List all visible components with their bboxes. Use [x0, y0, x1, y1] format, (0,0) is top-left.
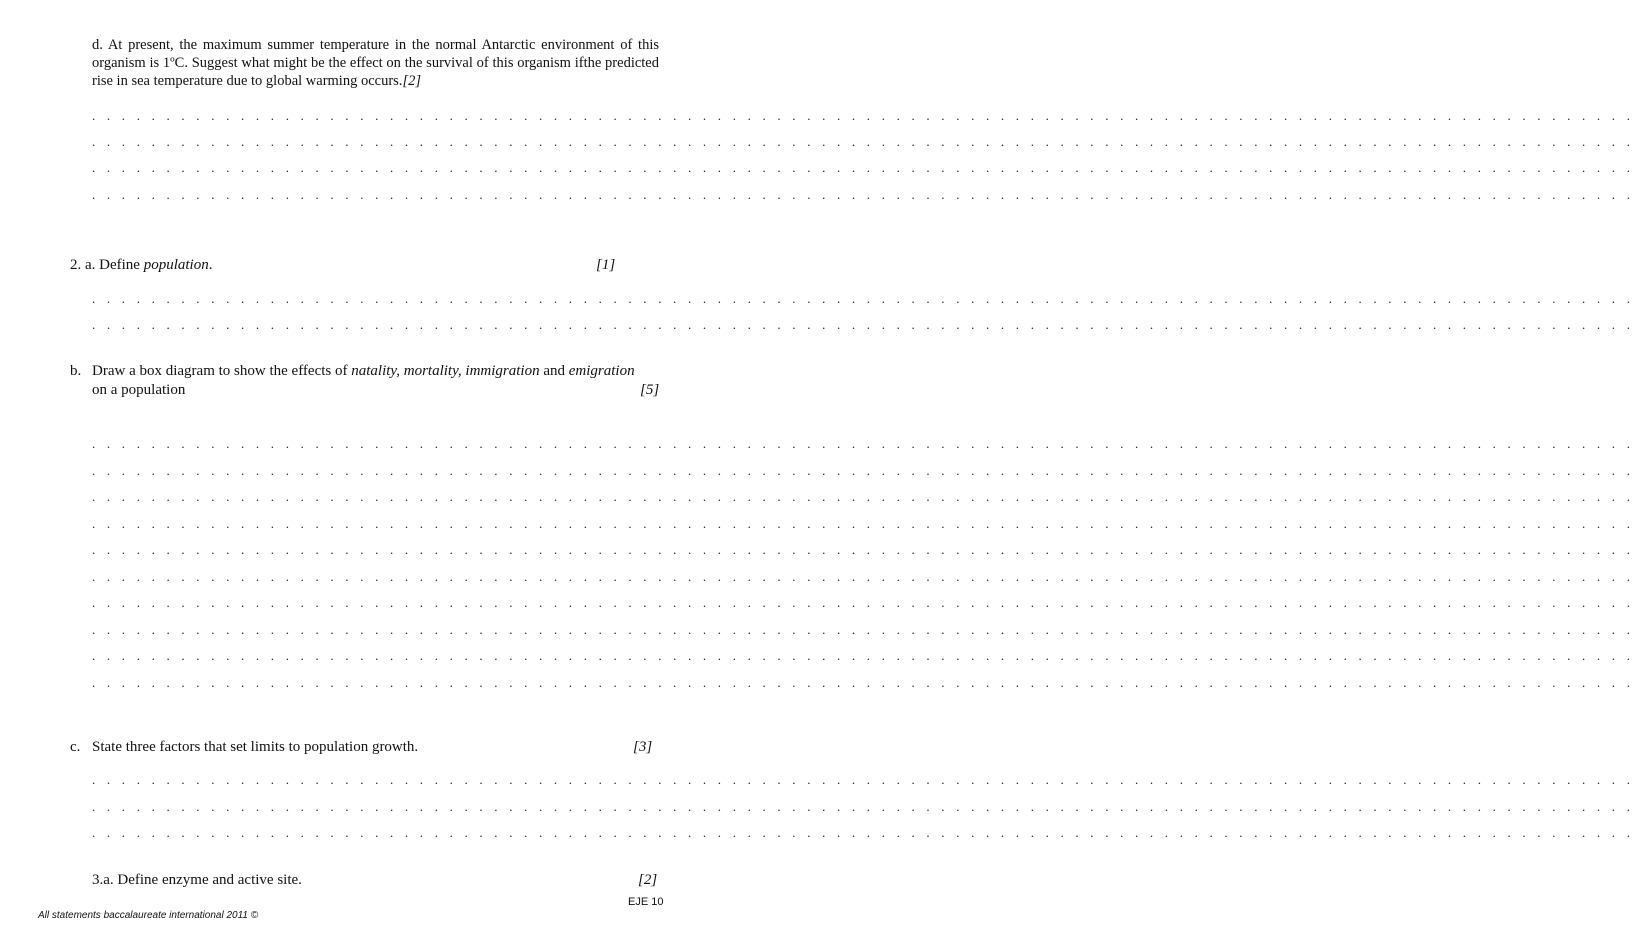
question-2b-term-emigration: emigration [568, 363, 635, 379]
answer-line[interactable]: . . . . . . . . . . . . . . . . . . . . . . . . . . . . . . . . . . . . . . . . . . . . . . . . . . . . . . . . . . . . . . . . . . . . . . . . . . . . . . . . . . . . . . . . . . . . . . . . . . . . . . . . [92, 799, 1634, 814]
question-1d-marks: [2] [402, 73, 421, 89]
answer-line[interactable]: . . . . . . . . . . . . . . . . . . . . . . . . . . . . . . . . . . . . . . . . . . . . . . . . . . . . . . . . . . . . . . . . . . . . . . . . . . . . . . . . . . . . . . . . . . . . . . . . . . . . . . . . [92, 187, 1634, 202]
question-2a [70, 256, 212, 274]
question-2a-marks: [1] [596, 257, 616, 273]
question-1d-text: d. At present, the maximum summer temperature in the normal Antarctic environment of this organism is 1ºC. Suggest what might be the effect on the survival of this organism ifthe predicted rise in sea temperature due to global warming occurs. [92, 37, 659, 89]
question-3a-marks: [2] [638, 872, 658, 888]
question-2a-term: population [143, 257, 209, 273]
answer-line[interactable]: . . . . . . . . . . . . . . . . . . . . . . . . . . . . . . . . . . . . . . . . . . . . . . . . . . . . . . . . . . . . . . . . . . . . . . . . . . . . . . . . . . . . . . . . . . . . . . . . . . . . . . . . [92, 675, 1634, 690]
answer-line[interactable]: . . . . . . . . . . . . . . . . . . . . . . . . . . . . . . . . . . . . . . . . . . . . . . . . . . . . . . . . . . . . . . . . . . . . . . . . . . . . . . . . . . . . . . . . . . . . . . . . . . . . . . . . [92, 108, 1634, 123]
answer-line[interactable]: . . . . . . . . . . . . . . . . . . . . . . . . . . . . . . . . . . . . . . . . . . . . . . . . . . . . . . . . . . . . . . . . . . . . . . . . . . . . . . . . . . . . . . . . . . . . . . . . . . . . . . . . [92, 595, 1634, 610]
question-2c-text: State three factors that set limits to population growth. [92, 739, 419, 755]
question-2b-and: and [539, 363, 569, 379]
question-2b-marks: [5] [640, 382, 660, 398]
question-2b-line2: on a population [92, 382, 186, 398]
answer-line[interactable]: . . . . . . . . . . . . . . . . . . . . . . . . . . . . . . . . . . . . . . . . . . . . . . . . . . . . . . . . . . . . . . . . . . . . . . . . . . . . . . . . . . . . . . . . . . . . . . . . . . . . . . . . [92, 825, 1634, 840]
answer-line[interactable]: . . . . . . . . . . . . . . . . . . . . . . . . . . . . . . . . . . . . . . . . . . . . . . . . . . . . . . . . . . . . . . . . . . . . . . . . . . . . . . . . . . . . . . . . . . . . . . . . . . . . . . . . [92, 291, 1634, 306]
question-2a-period: . [208, 257, 213, 273]
page-code: EJE 10 [628, 896, 664, 908]
answer-line[interactable]: . . . . . . . . . . . . . . . . . . . . . . . . . . . . . . . . . . . . . . . . . . . . . . . . . . . . . . . . . . . . . . . . . . . . . . . . . . . . . . . . . . . . . . . . . . . . . . . . . . . . . . . . [92, 436, 1634, 451]
answer-line[interactable]: . . . . . . . . . . . . . . . . . . . . . . . . . . . . . . . . . . . . . . . . . . . . . . . . . . . . . . . . . . . . . . . . . . . . . . . . . . . . . . . . . . . . . . . . . . . . . . . . . . . . . . . . [92, 516, 1634, 531]
footer-copyright: All statements baccalaureate international 2011 © [38, 910, 259, 921]
question-2b-text: Draw a box diagram to show the effects of [92, 363, 352, 379]
answer-line[interactable]: . . . . . . . . . . . . . . . . . . . . . . . . . . . . . . . . . . . . . . . . . . . . . . . . . . . . . . . . . . . . . . . . . . . . . . . . . . . . . . . . . . . . . . . . . . . . . . . . . . . . . . . . [92, 772, 1634, 787]
answer-line[interactable]: . . . . . . . . . . . . . . . . . . . . . . . . . . . . . . . . . . . . . . . . . . . . . . . . . . . . . . . . . . . . . . . . . . . . . . . . . . . . . . . . . . . . . . . . . . . . . . . . . . . . . . . . [92, 489, 1634, 504]
answer-line[interactable]: . . . . . . . . . . . . . . . . . . . . . . . . . . . . . . . . . . . . . . . . . . . . . . . . . . . . . . . . . . . . . . . . . . . . . . . . . . . . . . . . . . . . . . . . . . . . . . . . . . . . . . . . [92, 160, 1634, 175]
question-3a-text: 3.a. Define enzyme and active site. [92, 872, 302, 888]
question-1d [92, 36, 659, 90]
question-2c-marks: [3] [633, 739, 653, 755]
answer-line[interactable]: . . . . . . . . . . . . . . . . . . . . . . . . . . . . . . . . . . . . . . . . . . . . . . . . . . . . . . . . . . . . . . . . . . . . . . . . . . . . . . . . . . . . . . . . . . . . . . . . . . . . . . . . [92, 622, 1634, 637]
question-2a-label: 2. a. Define [70, 257, 144, 273]
answer-line[interactable]: . . . . . . . . . . . . . . . . . . . . . . . . . . . . . . . . . . . . . . . . . . . . . . . . . . . . . . . . . . . . . . . . . . . . . . . . . . . . . . . . . . . . . . . . . . . . . . . . . . . . . . . . [92, 134, 1634, 149]
question-2b [92, 362, 660, 380]
question-2b-terms: natality, mortality, immigration [351, 363, 540, 379]
answer-line[interactable]: . . . . . . . . . . . . . . . . . . . . . . . . . . . . . . . . . . . . . . . . . . . . . . . . . . . . . . . . . . . . . . . . . . . . . . . . . . . . . . . . . . . . . . . . . . . . . . . . . . . . . . . . [92, 542, 1634, 557]
question-2b-label: b. [70, 363, 82, 379]
answer-line[interactable]: . . . . . . . . . . . . . . . . . . . . . . . . . . . . . . . . . . . . . . . . . . . . . . . . . . . . . . . . . . . . . . . . . . . . . . . . . . . . . . . . . . . . . . . . . . . . . . . . . . . . . . . . [92, 463, 1634, 478]
answer-line[interactable]: . . . . . . . . . . . . . . . . . . . . . . . . . . . . . . . . . . . . . . . . . . . . . . . . . . . . . . . . . . . . . . . . . . . . . . . . . . . . . . . . . . . . . . . . . . . . . . . . . . . . . . . . [92, 317, 1634, 332]
answer-line[interactable]: . . . . . . . . . . . . . . . . . . . . . . . . . . . . . . . . . . . . . . . . . . . . . . . . . . . . . . . . . . . . . . . . . . . . . . . . . . . . . . . . . . . . . . . . . . . . . . . . . . . . . . . . [92, 569, 1634, 584]
question-2c-label: c. [70, 739, 81, 755]
answer-line[interactable]: . . . . . . . . . . . . . . . . . . . . . . . . . . . . . . . . . . . . . . . . . . . . . . . . . . . . . . . . . . . . . . . . . . . . . . . . . . . . . . . . . . . . . . . . . . . . . . . . . . . . . . . . [92, 648, 1634, 663]
